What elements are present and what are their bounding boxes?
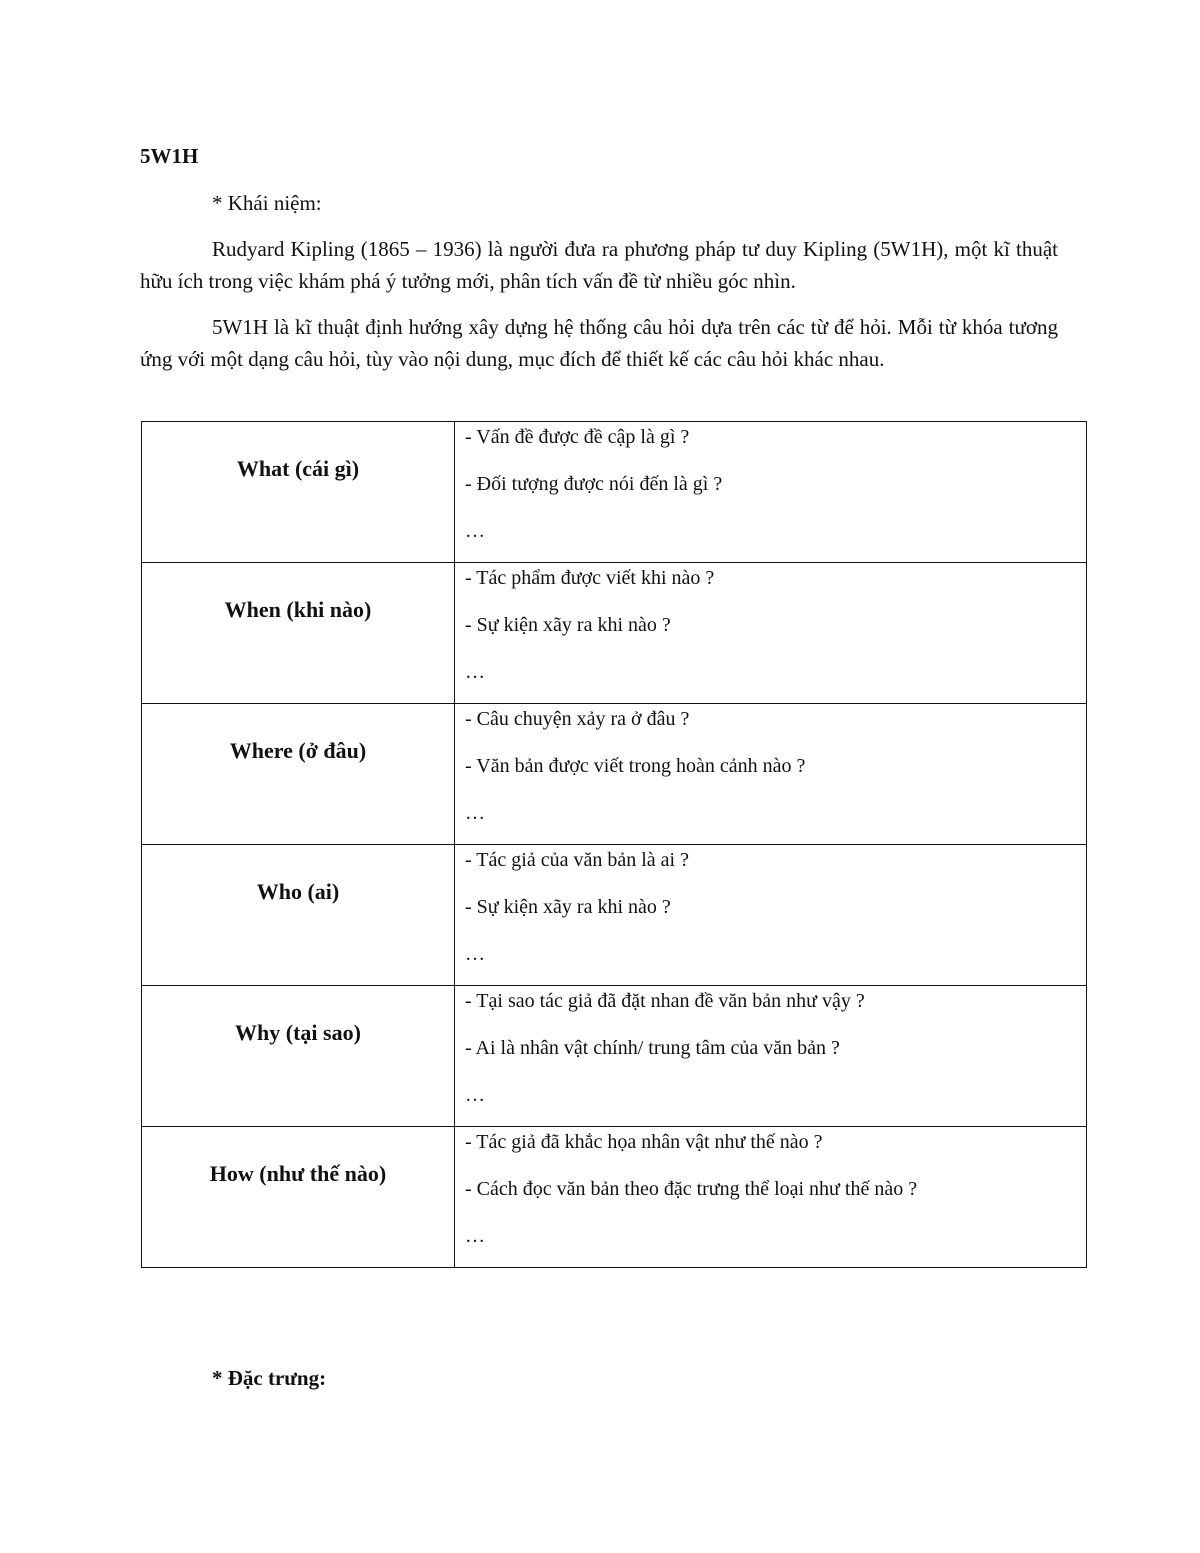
question-ellipsis: … xyxy=(465,1225,485,1247)
question-item: - Ai là nhân vật chính/ trung tâm của văn bản ? xyxy=(465,1037,840,1059)
features-heading: * Đặc trưng: xyxy=(212,1366,327,1390)
question-item: - Sự kiện xãy ra khi nào ? xyxy=(465,896,671,918)
question-ellipsis: … xyxy=(465,802,485,824)
keyword-cell xyxy=(142,845,455,986)
question-item: - Tác giả của văn bản là ai ? xyxy=(465,849,689,871)
table-row xyxy=(142,704,1087,845)
keyword-cell xyxy=(142,422,455,563)
question-ellipsis: … xyxy=(465,520,485,542)
question-item: - Cách đọc văn bản theo đặc trưng thể loại như thế nào ? xyxy=(465,1178,918,1200)
question-ellipsis: … xyxy=(465,1084,485,1106)
table-row xyxy=(142,1127,1087,1268)
page-title: 5W1H xyxy=(140,144,199,168)
keyword-cell xyxy=(142,986,455,1127)
question-table xyxy=(141,421,1087,1268)
question-item: - Đối tượng được nói đến là gì ? xyxy=(465,473,723,495)
keyword-label: Why (tại sao) xyxy=(235,1020,361,1045)
questions-cell xyxy=(455,986,1087,1127)
questions-cell xyxy=(455,845,1087,986)
question-item: - Tác phẩm được viết khi nào ? xyxy=(465,567,715,589)
table-row xyxy=(142,422,1087,563)
question-item: - Vấn đề được đề cập là gì ? xyxy=(465,426,690,448)
keyword-cell xyxy=(142,704,455,845)
question-item: - Tác giả đã khắc họa nhân vật như thế nào ? xyxy=(465,1131,823,1153)
question-item: - Tại sao tác giả đã đặt nhan đề văn bản như vậy ? xyxy=(465,990,865,1012)
question-item: - Văn bản được viết trong hoàn cảnh nào ? xyxy=(465,755,806,777)
question-item: - Sự kiện xãy ra khi nào ? xyxy=(465,614,671,636)
question-item: - Câu chuyện xảy ra ở đâu ? xyxy=(465,708,690,730)
table-row xyxy=(142,563,1087,704)
keyword-label: Who (ai) xyxy=(256,879,340,904)
question-ellipsis: … xyxy=(465,943,485,965)
table-row xyxy=(142,986,1087,1127)
concept-heading: * Khái niệm: xyxy=(212,191,322,215)
table-row xyxy=(142,845,1087,986)
questions-cell xyxy=(455,1127,1087,1268)
keyword-cell xyxy=(142,563,455,704)
keyword-label: Where (ở đâu) xyxy=(229,738,367,763)
keyword-label: When (khi nào) xyxy=(224,597,372,622)
keyword-label: What (cái gì) xyxy=(236,456,360,481)
questions-cell xyxy=(455,563,1087,704)
keyword-cell xyxy=(142,1127,455,1268)
questions-cell xyxy=(455,704,1087,845)
intro-paragraph-kipling: Rudyard Kipling (1865 – 1936) là người đưa ra phương pháp tư duy Kipling (5W1H), một kĩ thuật hữu ích trong việc khám phá ý tưởng mới, phân tích vấn đề từ nhiều góc nhìn. xyxy=(140,237,1058,293)
questions-cell xyxy=(455,422,1087,563)
question-ellipsis: … xyxy=(465,661,485,683)
intro-paragraph-5w1h: 5W1H là kĩ thuật định hướng xây dựng hệ thống câu hỏi dựa trên các từ để hỏi. Mỗi từ khóa tương ứng với một dạng câu hỏi, tùy vào nội dung, mục đích để thiết kế các câu hỏi khác nhau. xyxy=(140,315,1058,371)
keyword-label: How (như thế nào) xyxy=(209,1161,387,1186)
